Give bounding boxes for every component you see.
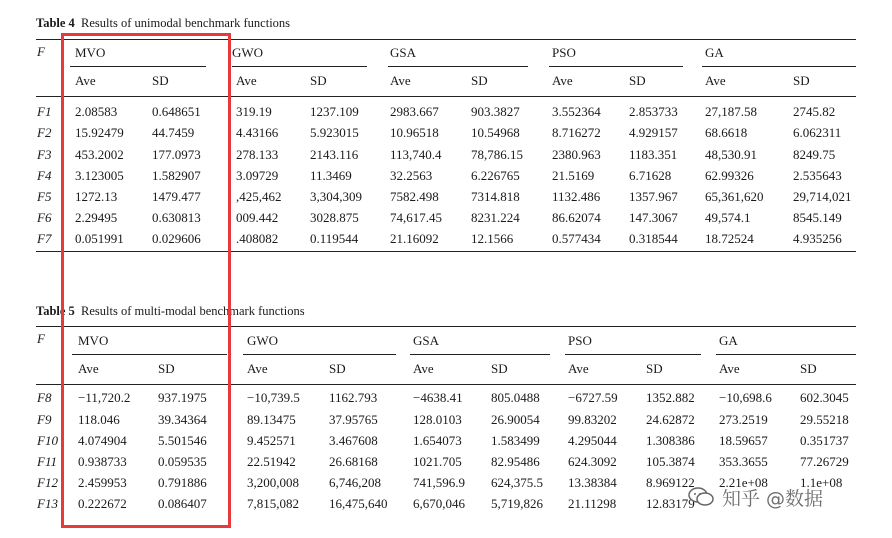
table4-cell: 6.062311 [793,125,842,140]
table4-cell: 6.226765 [471,168,520,183]
table4-cell: 1237.109 [310,104,359,119]
table5-cell: 0.222672 [78,496,127,511]
table5-cell: 1.308386 [646,433,695,448]
table4-cell: 4.43166 [236,125,279,140]
table5-cell: 39.34364 [158,412,207,427]
table4-cell: 1183.351 [629,147,678,162]
table4-cell: 10.54968 [471,125,520,140]
table4-cell: 2380.963 [552,147,601,162]
table4-cell: 009.442 [236,210,279,225]
table4-cell: 0.029606 [152,231,201,246]
table4-cell: 0.648651 [152,104,201,119]
table5-cell: 0.086407 [158,496,207,511]
table5-cell: 4.295044 [568,433,617,448]
table4-stat-header: SD [471,73,488,88]
table5-group-rule [716,354,856,355]
table4-cell: 8.716272 [552,125,601,140]
table5-cell: 1.1e+08 [800,475,843,490]
table4-cell: 0.051991 [75,231,124,246]
table5-stat-header: Ave [413,361,434,376]
table4-cell: 62.99326 [705,168,754,183]
table4-cell: 2.29495 [75,210,118,225]
table4-cell: 3028.875 [310,210,359,225]
table4-cell: 2.535643 [793,168,842,183]
table4-cell: 2.853733 [629,104,678,119]
table4-cell: 74,617.45 [390,210,442,225]
table4-cell: 7314.818 [471,189,520,204]
wechat-icon [688,487,714,507]
table5-cell: 4.074904 [78,433,127,448]
table4-cell: 2983.667 [390,104,439,119]
table5-cell: 37.95765 [329,412,378,427]
table4-cell: 903.3827 [471,104,520,119]
table4-group-rule [232,66,367,67]
table4-cell: 5.923015 [310,125,359,140]
table5-cell: 0.351737 [800,433,849,448]
table5-cell: 1352.882 [646,390,695,405]
table4-algo-header: GA [705,45,724,60]
table5-cell: 805.0488 [491,390,540,405]
table4-group-rule [549,66,683,67]
table4-cell: 319.19 [236,104,272,119]
table5-row-label: F8 [37,390,52,405]
table4-stat-header: Ave [75,73,96,88]
table5-stat-header: SD [646,361,663,376]
table5-cell: 0.059535 [158,454,207,469]
table4-cell: 18.72524 [705,231,754,246]
table4-cell: 0.119544 [310,231,359,246]
table5-cell: 6,746,208 [329,475,381,490]
table5-cell: 24.62872 [646,412,695,427]
table5-cell: 128.0103 [413,412,462,427]
table4-cell: 21.16092 [390,231,439,246]
table5-stat-header: SD [158,361,175,376]
table4-cell: 21.5169 [552,168,595,183]
table4-cell: 2143.116 [310,147,359,162]
table5-cell: 602.3045 [800,390,849,405]
watermark: 知乎 @数据 [722,488,824,510]
table5-cell: 273.2519 [719,412,768,427]
table5-stat-header: Ave [719,361,740,376]
table4-stat-header: Ave [236,73,257,88]
table5-cell: 5,719,826 [491,496,543,511]
table4-stat-header: SD [793,73,810,88]
table4-cell: 147.3067 [629,210,678,225]
table4-cell: 65,361,620 [705,189,764,204]
table4-cell: ,425,462 [236,189,282,204]
table4-algo-header: GWO [232,45,264,60]
table5-cell: 0.791886 [158,475,207,490]
table5-cell: 21.11298 [568,496,617,511]
table4-cell: 27,187.58 [705,104,757,119]
table4-cell: 1.582907 [152,168,201,183]
table4-cell: 86.62074 [552,210,601,225]
table4-row-label: F4 [37,168,52,183]
table5-algo-header: GWO [247,333,279,348]
table5-cell: 3.467608 [329,433,378,448]
table5-corner: F [37,331,45,346]
table5-row-label: F13 [37,496,58,511]
table4-cell: 8249.75 [793,147,836,162]
table4-cell: 453.2002 [75,147,124,162]
table4-cell: 7582.498 [390,189,439,204]
table4-cell: 0.577434 [552,231,601,246]
table5-stat-header: SD [329,361,346,376]
table5-cell: 118.046 [78,412,120,427]
table4-cell: 4.929157 [629,125,678,140]
table4-corner: F [37,44,45,59]
table4-row-label: F7 [37,231,52,246]
table4-cell: 68.6618 [705,125,748,140]
table5-cell: 29.55218 [800,412,849,427]
table4-cell: 3.09729 [236,168,279,183]
table5-cell: 3,200,008 [247,475,299,490]
table4-cell: 8545.149 [793,210,842,225]
table5-cell: 99.83202 [568,412,617,427]
table4-stat-header: Ave [552,73,573,88]
table4-algo-header: PSO [552,45,576,60]
table5-cell: 18.59657 [719,433,768,448]
table4-cell: 15.92479 [75,125,124,140]
table5-cell: 82.95486 [491,454,540,469]
table4-group-rule [388,66,528,67]
table4-row-label: F6 [37,210,52,225]
table5-algo-header: MVO [78,333,109,348]
table5-cell: 77.26729 [800,454,849,469]
table5-title: Results of multi-modal benchmark functions [81,304,305,318]
table4-cell: 1357.967 [629,189,678,204]
table5-cell: −10,739.5 [247,390,300,405]
table4-cell: 0.630813 [152,210,201,225]
table4-cell: 44.7459 [152,125,195,140]
table5-cell: 1021.705 [413,454,462,469]
table4-row-label: F3 [37,147,52,162]
table5-algo-header: PSO [568,333,592,348]
table4-row-label: F1 [37,104,52,119]
table4-cell: 2745.82 [793,104,836,119]
table4-cell: 177.0973 [152,147,201,162]
table5-stat-header: Ave [78,361,99,376]
table4-stat-header: SD [152,73,169,88]
table4-label: Table 4 [36,16,75,30]
table4-cell: 278.133 [236,147,279,162]
table5-stat-header: Ave [568,361,589,376]
table5-cell: 1.654073 [413,433,462,448]
table5-cell: 624,375.5 [491,475,543,490]
table5-cell: 937.1975 [158,390,207,405]
table4-cell: 10.96518 [390,125,439,140]
table5-cell: 7,815,082 [247,496,299,511]
table5-cell: 353.3655 [719,454,768,469]
table4-cell: 6.71628 [629,168,672,183]
table5-row-label: F11 [37,454,57,469]
table5-cell: 8.969122 [646,475,695,490]
table5-group-rule [410,354,550,355]
table4-row-label: F5 [37,189,52,204]
mvo-highlight-box [61,33,231,528]
table4-cell: 1272.13 [75,189,118,204]
table4-cell: .408082 [236,231,279,246]
table4-algo-header: MVO [75,45,106,60]
table5-stat-header: SD [491,361,508,376]
table4-cell: 2.08583 [75,104,118,119]
table4-stat-header: SD [310,73,327,88]
table4-stat-header: SD [629,73,646,88]
table5-group-rule [243,354,396,355]
table4-cell: 113,740.4 [390,147,442,162]
table5-cell: 26.68168 [329,454,378,469]
table5-cell: 5.501546 [158,433,207,448]
table4-cell: 1479.477 [152,189,201,204]
table5-cell: 13.38384 [568,475,617,490]
table5-stat-header: SD [800,361,817,376]
table4-cell: 4.935256 [793,231,842,246]
table5-algo-header: GA [719,333,738,348]
table4-group-rule [702,66,856,67]
table5-cell: 16,475,640 [329,496,388,511]
table5-cell: 89.13475 [247,412,296,427]
table5-cell: 2.21e+08 [719,475,768,490]
table4-stat-header: Ave [390,73,411,88]
table5-cell: 1.583499 [491,433,540,448]
table5-label: Table 5 [36,304,75,318]
table5-cell: −6727.59 [568,390,618,405]
table5-row-label: F10 [37,433,58,448]
table5-cell: 105.3874 [646,454,695,469]
table5-cell: 624.3092 [568,454,617,469]
table5-algo-header: GSA [413,333,440,348]
table5-row-label: F12 [37,475,58,490]
table5-cell: 12.83179 [646,496,695,511]
table4-cell: 3.552364 [552,104,601,119]
table5-cell: 9.452571 [247,433,296,448]
table4-cell: 0.318544 [629,231,678,246]
table4-cell: 8231.224 [471,210,520,225]
table5-group-rule [565,354,701,355]
table4-cell: 32.2563 [390,168,433,183]
table5-cell: −10,698.6 [719,390,772,405]
table4-algo-header: GSA [390,45,417,60]
table4-row-label: F2 [37,125,52,140]
table5-cell: 26.90054 [491,412,540,427]
table5-cell: 741,596.9 [413,475,465,490]
table5-cell: 22.51942 [247,454,296,469]
table4-cell: 49,574.1 [705,210,751,225]
table4-cell: 78,786.15 [471,147,523,162]
table4-title: Results of unimodal benchmark functions [81,16,291,30]
table4-cell: 11.3469 [310,168,352,183]
table5-row-label: F9 [37,412,52,427]
table4-cell: 1132.486 [552,189,601,204]
table4-cell: 29,714,021 [793,189,852,204]
table4-stat-header: Ave [705,73,726,88]
table5-cell: 0.938733 [78,454,127,469]
table4-cell: 3.123005 [75,168,124,183]
table4-cell: 12.1566 [471,231,514,246]
table5-cell: 1162.793 [329,390,378,405]
table5-stat-header: Ave [247,361,268,376]
table5-cell: 2.459953 [78,475,127,490]
table4-cell: 3,304,309 [310,189,362,204]
table5-cell: −11,720.2 [78,390,131,405]
table5-cell: −4638.41 [413,390,463,405]
table4-caption [36,16,290,31]
table5-cell: 6,670,046 [413,496,465,511]
table4-cell: 48,530.91 [705,147,757,162]
